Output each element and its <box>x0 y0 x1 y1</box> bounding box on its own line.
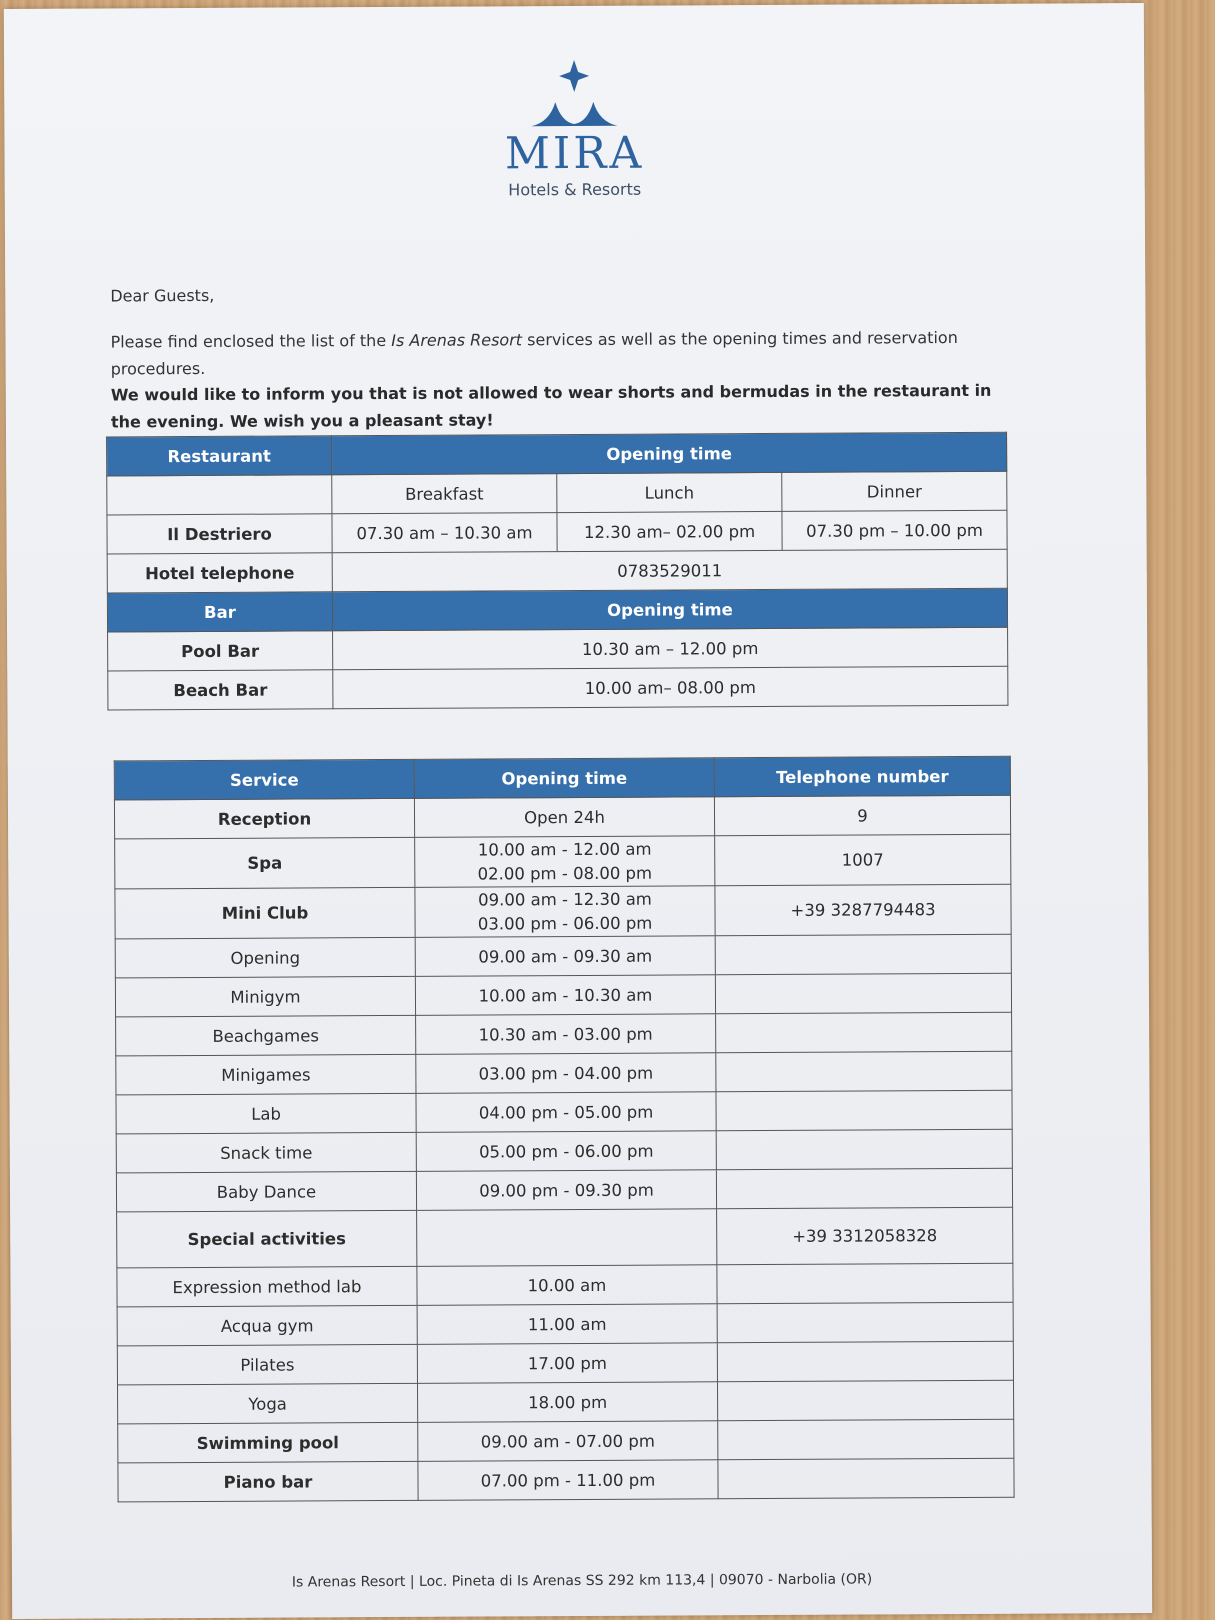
header-service: Service <box>114 759 414 800</box>
lunch-time: 12.30 am– 02.00 pm <box>557 511 782 551</box>
service-name: Special activities <box>117 1210 417 1268</box>
service-time: 11.00 am <box>417 1304 717 1345</box>
table-row <box>115 934 1011 978</box>
meals-row <box>107 471 1007 515</box>
bar-name: Pool Bar <box>108 631 333 671</box>
hotel-telephone-label: Hotel telephone <box>107 553 332 593</box>
table-row <box>116 1090 1012 1134</box>
table-header-row <box>107 588 1007 632</box>
service-time: 03.00 pm - 04.00 pm <box>416 1053 716 1094</box>
empty-cell <box>107 475 332 515</box>
service-name: Minigym <box>115 976 415 1017</box>
header-restaurant: Restaurant <box>107 436 332 476</box>
header-opening-time: Opening time <box>332 588 1007 631</box>
service-time: 10.30 am - 03.00 pm <box>416 1014 716 1055</box>
header-opening-time: Opening time <box>332 432 1007 475</box>
time-line: 09.00 am - 12.30 am <box>478 889 652 910</box>
service-name: Spa <box>115 837 415 889</box>
service-phone <box>717 1302 1013 1343</box>
table-header-row <box>114 756 1010 800</box>
breakfast-time: 07.30 am – 10.30 am <box>332 513 557 553</box>
service-phone: 1007 <box>715 834 1011 886</box>
service-phone: +39 3312058328 <box>717 1207 1013 1265</box>
table-row <box>116 1012 1012 1056</box>
service-time <box>415 836 715 888</box>
table-row <box>116 1051 1012 1095</box>
resort-name: Is Arenas Resort <box>391 330 523 351</box>
service-name: Baby Dance <box>116 1171 416 1212</box>
table-row <box>117 1207 1013 1268</box>
meal-dinner: Dinner <box>782 471 1007 511</box>
service-name: Swimming pool <box>118 1422 418 1463</box>
mira-logo <box>4 53 1145 202</box>
header-telephone: Telephone number <box>714 756 1010 797</box>
letter-body <box>110 279 1011 436</box>
star-and-waves-icon <box>519 56 629 129</box>
header-bar: Bar <box>107 592 332 632</box>
service-time: 07.00 pm - 11.00 pm <box>418 1460 718 1501</box>
footer-address: Is Arenas Resort | Loc. Pineta di Is Arenas SS 292 km 113,4 | 09070 - Narbolia (OR) <box>291 1571 873 1591</box>
service-time <box>417 1209 717 1267</box>
brand-subtitle: Hotels & Resorts <box>508 179 642 200</box>
table-row <box>117 1263 1013 1307</box>
service-name: Piano bar <box>118 1461 418 1502</box>
service-time: Open 24h <box>414 797 714 838</box>
service-name: Minigames <box>116 1054 416 1095</box>
greeting: Dear Guests, <box>110 285 215 306</box>
service-phone <box>718 1458 1014 1499</box>
service-time <box>415 886 715 938</box>
service-name: Mini Club <box>115 887 415 939</box>
service-phone: 9 <box>714 795 1010 836</box>
time-line: 03.00 pm - 06.00 pm <box>477 913 653 934</box>
table-row <box>116 1129 1012 1173</box>
service-time: 09.00 am - 07.00 pm <box>418 1421 718 1462</box>
service-phone <box>718 1419 1014 1460</box>
intro-paragraph <box>110 325 1010 382</box>
service-name: Expression method lab <box>117 1266 417 1307</box>
service-phone <box>717 1263 1013 1304</box>
intro-text: Please find enclosed the list of the <box>110 331 392 352</box>
table-row <box>107 549 1007 593</box>
service-time: 09.00 pm - 09.30 pm <box>416 1170 716 1211</box>
table-row <box>115 973 1011 1017</box>
time-line: 10.00 am - 12.00 am <box>477 839 652 860</box>
service-name: Lab <box>116 1093 416 1134</box>
dress-code-notice: We would like to inform you that is not allowed to wear shorts and bermudas in the restaurant in the evening. We wish you a pleasant stay! <box>110 381 992 432</box>
service-name: Beachgames <box>116 1015 416 1056</box>
service-time: 10.00 am - 10.30 am <box>415 975 715 1016</box>
table-row <box>118 1458 1014 1502</box>
table-row <box>114 795 1010 839</box>
bar-time: 10.00 am– 08.00 pm <box>333 666 1008 709</box>
service-phone <box>717 1380 1013 1421</box>
service-phone <box>716 1012 1012 1053</box>
restaurant-bar-table <box>106 432 1008 711</box>
meal-lunch: Lunch <box>557 472 782 512</box>
service-time: 18.00 pm <box>417 1382 717 1423</box>
service-time: 10.00 am <box>417 1265 717 1306</box>
service-phone <box>715 934 1011 975</box>
header-opening-time: Opening time <box>414 758 714 799</box>
service-phone <box>717 1341 1013 1382</box>
bar-name: Beach Bar <box>108 670 333 710</box>
table-header-row <box>107 432 1007 476</box>
table-row <box>108 627 1008 671</box>
brand-name: MIRA <box>504 127 645 180</box>
time-line: 02.00 pm - 08.00 pm <box>477 863 653 884</box>
table-row <box>117 1380 1013 1424</box>
table-row <box>108 666 1008 710</box>
service-time: 05.00 pm - 06.00 pm <box>416 1131 716 1172</box>
service-name: Snack time <box>116 1132 416 1173</box>
dinner-time: 07.30 pm – 10.00 pm <box>782 510 1007 550</box>
hotel-telephone-value: 0783529011 <box>332 549 1007 592</box>
service-name: Pilates <box>117 1344 417 1385</box>
table-row <box>115 884 1011 939</box>
meal-breakfast: Breakfast <box>332 474 557 514</box>
services-table <box>114 756 1015 1503</box>
service-phone <box>715 973 1011 1014</box>
restaurant-name: Il Destriero <box>107 514 332 554</box>
service-time: 09.00 am - 09.30 am <box>415 936 715 977</box>
service-phone <box>716 1168 1012 1209</box>
service-phone <box>716 1090 1012 1131</box>
service-phone <box>716 1051 1012 1092</box>
table-row <box>115 834 1011 889</box>
table-row <box>117 1341 1013 1385</box>
service-phone: +39 3287794483 <box>715 884 1011 936</box>
table-row <box>118 1419 1014 1463</box>
service-name: Opening <box>115 937 415 978</box>
service-name: Yoga <box>117 1383 417 1424</box>
bar-time: 10.30 am – 12.00 pm <box>333 627 1008 670</box>
intro-text-end: services as well as the opening times and reservation procedures. <box>110 328 958 379</box>
table-row <box>117 1302 1013 1346</box>
service-time: 04.00 pm - 05.00 pm <box>416 1092 716 1133</box>
table-row <box>107 510 1007 554</box>
service-name: Acqua gym <box>117 1305 417 1346</box>
table-row <box>116 1168 1012 1212</box>
hotel-services-sheet <box>4 3 1152 1619</box>
service-time: 17.00 pm <box>417 1343 717 1384</box>
service-name: Reception <box>114 798 414 839</box>
service-phone <box>716 1129 1012 1170</box>
